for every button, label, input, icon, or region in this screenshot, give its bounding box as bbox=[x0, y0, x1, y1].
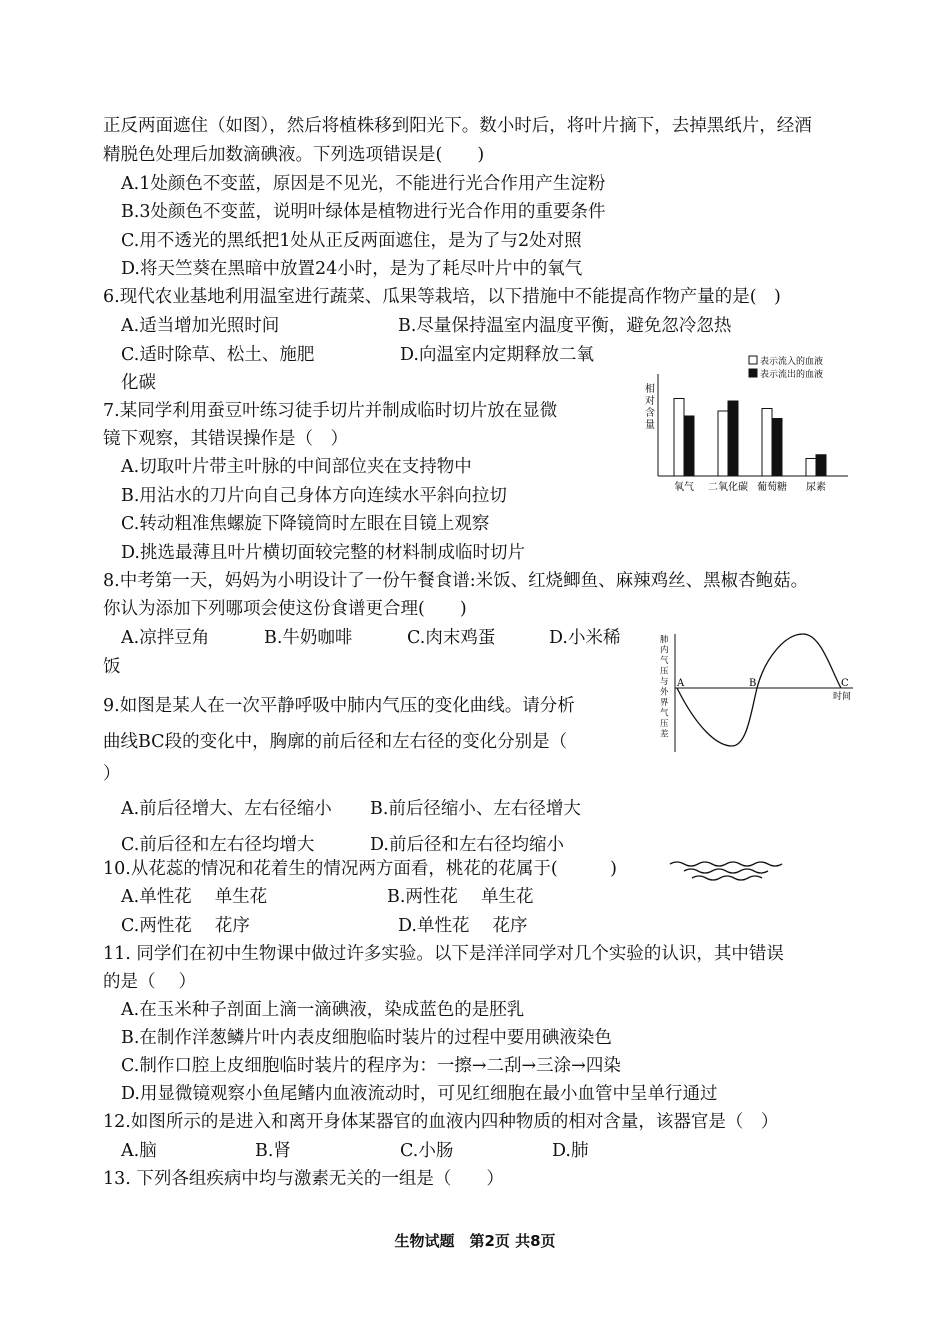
q11-stem-line2: 的是（ ） bbox=[103, 972, 197, 992]
q9-option-d: D.前后径和左右径均缩小 bbox=[370, 835, 564, 855]
q9-option-a: A.前后径增大、左右径缩小 bbox=[121, 799, 332, 819]
legend-swatch-0 bbox=[749, 356, 757, 364]
q10-stem: 10.从花蕊的情况和花着生的情况两方面看，桃花的花属于( ) bbox=[103, 859, 617, 879]
category-label-1: 二氧化碳 bbox=[708, 482, 748, 493]
pressure-point-c: C bbox=[841, 678, 849, 689]
q6-option-d-cont: 化碳 bbox=[121, 373, 156, 393]
pressure-curve bbox=[677, 634, 841, 746]
lung-pressure-curve-chart bbox=[655, 630, 865, 755]
q11-option-d: D.用显微镜观察小鱼尾鳍内血液流动时，可见红细胞在最小血管中呈单行通过 bbox=[121, 1084, 718, 1104]
q5-stem-line2: 精脱色处理后加数滴碘液。下列选项错误是( ) bbox=[103, 145, 485, 165]
pressure-ylabel-text: 肺内气压与外界气压差 bbox=[660, 635, 669, 740]
q7-stem-line1: 7.某同学利用蚕豆叶练习徒手切片并制成临时切片放在显微 bbox=[103, 401, 558, 421]
category-label-2: 葡萄糖 bbox=[757, 482, 787, 493]
bar-0-1 bbox=[684, 416, 694, 476]
q12-stem: 12.如图所示的是进入和离开身体某器官的血液内四种物质的相对含量，该器官是（ ） bbox=[103, 1112, 779, 1132]
pressure-chart-xlabel: 时间 bbox=[833, 692, 852, 702]
q5-stem-line1: 正反两面遮住（如图），然后将植株移到阳光下。数小时后，将叶片摘下，去掉黑纸片，经酒 bbox=[103, 116, 812, 136]
category-label-3: 尿素 bbox=[806, 482, 826, 493]
q8-option-d-cont: 饭 bbox=[103, 657, 121, 677]
q8-option-d: D.小米稀 bbox=[549, 628, 621, 648]
q9-option-b: B.前后径缩小、左右径增大 bbox=[370, 799, 581, 819]
q8-stem-line2: 你认为添加下列哪项会使这份食谱更合理( ) bbox=[103, 599, 467, 619]
bar-chart-categories bbox=[674, 480, 826, 493]
q7-option-b: B.用沾水的刀片向自己身体方向连续水平斜向拉切 bbox=[121, 486, 507, 506]
bar-chart-ylabel: 相对含量 bbox=[645, 384, 655, 431]
bar-chart-marks bbox=[674, 399, 826, 477]
q7-option-a: A.切取叶片带主叶脉的中间部位夹在支持物中 bbox=[121, 457, 472, 477]
q10-option-d: D.单性花 花序 bbox=[398, 916, 528, 936]
q7-stem-line2: 镜下观察，其错误操作是（ ） bbox=[103, 429, 348, 449]
q5-option-a: A.1处颜色不变蓝，原因是不见光，不能进行光合作用产生淀粉 bbox=[121, 174, 606, 194]
q12-option-d: D.肺 bbox=[552, 1141, 589, 1161]
pressure-chart-ylabel bbox=[660, 634, 669, 740]
bar-2-1 bbox=[772, 419, 782, 477]
bar-chart-legend bbox=[749, 355, 823, 380]
q12-option-c: C.小肠 bbox=[400, 1141, 454, 1161]
q9-stem-line2: 曲线BC段的变化中，胸廓的前后径和左右径的变化分别是（ bbox=[103, 732, 568, 752]
blood-substance-bar-chart bbox=[636, 352, 856, 502]
q11-option-b: B.在制作洋葱鳞片叶内表皮细胞临时装片的过程中要用碘液染色 bbox=[121, 1028, 612, 1048]
pressure-point-a: A bbox=[677, 678, 685, 689]
q12-option-a: A.脑 bbox=[121, 1141, 157, 1161]
category-label-0: 氧气 bbox=[674, 482, 694, 493]
q11-option-c: C.制作口腔上皮细胞临时装片的程序为：一擦→二刮→三涂→四染 bbox=[121, 1056, 621, 1076]
page-footer: 生物试题 第2页 共8页 bbox=[394, 1232, 556, 1250]
q10-option-b: B.两性花 单生花 bbox=[387, 887, 534, 907]
q10-option-c: C.两性花 花序 bbox=[121, 916, 250, 936]
q5-option-c: C.用不透光的黑纸把1处从正反两面遮住，是为了与2处对照 bbox=[121, 231, 582, 251]
q8-stem-line1: 8.中考第一天，妈妈为小明设计了一份午餐食谱:米饭、红烧鲫鱼、麻辣鸡丝、黑椒杏鲍菇。 bbox=[103, 571, 809, 591]
q13-stem: 13. 下列各组疾病中均与激素无关的一组是（ ） bbox=[103, 1169, 504, 1189]
q7-option-d: D.挑选最薄且叶片横切面较完整的材料制成临时切片 bbox=[121, 543, 525, 563]
q7-option-c: C.转动粗准焦螺旋下降镜筒时左眼在目镜上观察 bbox=[121, 514, 490, 534]
pressure-point-b: B bbox=[749, 678, 757, 689]
q8-option-b: B.牛奶咖啡 bbox=[264, 628, 353, 648]
q6-stem: 6.现代农业基地利用温室进行蔬菜、瓜果等栽培，以下措施中不能提高作物产量的是( ) bbox=[103, 287, 781, 307]
q8-option-c: C.肉末鸡蛋 bbox=[407, 628, 496, 648]
bar-1-1 bbox=[728, 401, 738, 476]
q6-option-b: B.尽量保持温室内温度平衡，避免忽冷忽热 bbox=[398, 316, 732, 336]
bar-0-0 bbox=[674, 399, 684, 477]
q6-option-c: C.适时除草、松土、施肥 bbox=[121, 345, 315, 365]
q9-stem-line1: 9.如图是某人在一次平静呼吸中肺内气压的变化曲线。请分析 bbox=[103, 696, 575, 716]
bar-3-1 bbox=[816, 455, 826, 476]
q8-option-a: A.凉拌豆角 bbox=[121, 628, 210, 648]
legend-label-0: 表示流入的血液 bbox=[760, 357, 824, 367]
q9-option-c: C.前后径和左右径均增大 bbox=[121, 835, 315, 855]
wavy-underline-mark bbox=[668, 858, 788, 882]
q9-stem-line3: ） bbox=[103, 764, 121, 784]
q12-option-b: B.肾 bbox=[255, 1141, 291, 1161]
q6-option-d: D.向温室内定期释放二氧 bbox=[400, 345, 594, 365]
q5-option-b: B.3处颜色不变蓝，说明叶绿体是植物进行光合作用的重要条件 bbox=[121, 202, 606, 222]
q11-option-a: A.在玉米种子剖面上滴一滴碘液，染成蓝色的是胚乳 bbox=[121, 1000, 525, 1020]
q5-option-d: D.将天竺葵在黑暗中放置24小时，是为了耗尽叶片中的氧气 bbox=[121, 259, 583, 279]
legend-swatch-1 bbox=[749, 369, 757, 377]
q10-option-a: A.单性花 单生花 bbox=[121, 887, 268, 907]
q6-option-a: A.适当增加光照时间 bbox=[121, 316, 280, 336]
bar-3-0 bbox=[806, 459, 816, 477]
q11-stem-line1: 11. 同学们在初中生物课中做过许多实验。以下是洋洋同学对几个实验的认识，其中错误 bbox=[103, 944, 784, 964]
bar-2-0 bbox=[762, 409, 772, 477]
legend-label-1: 表示流出的血液 bbox=[760, 370, 824, 380]
bar-1-0 bbox=[718, 411, 728, 476]
